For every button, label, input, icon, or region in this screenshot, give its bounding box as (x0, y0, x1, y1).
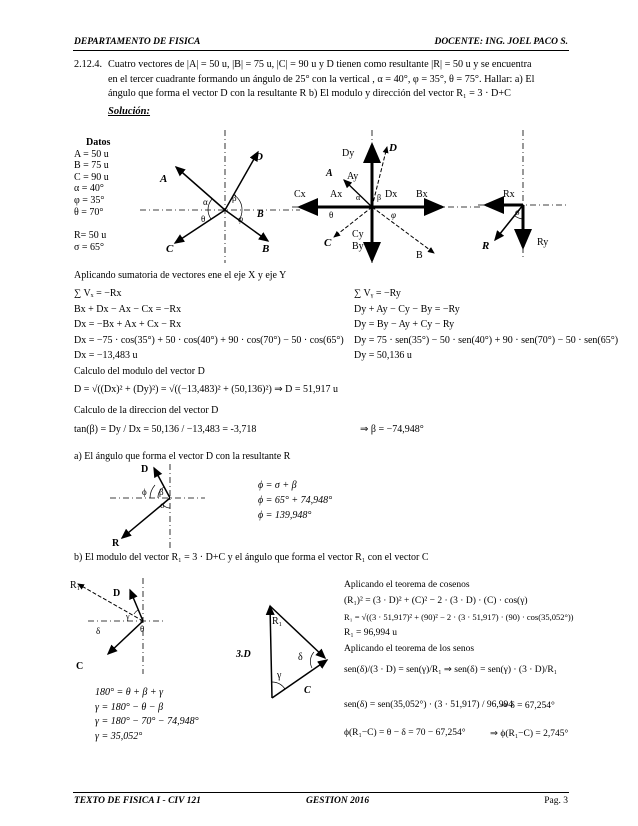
alpha-arc (208, 199, 212, 210)
label-c: C (166, 243, 174, 255)
part-b-heading: b) El modulo del vector R₁ = 3 · D+C y el ángulo que forma el vector R₁ con el vector C (74, 552, 429, 563)
datos-block (74, 137, 110, 253)
label-b: B (416, 250, 423, 261)
equation: γ = 35,052° (95, 730, 143, 742)
label-dy: Dy (342, 148, 355, 159)
delta-arc (310, 652, 314, 668)
label-a: A (326, 168, 333, 179)
label-c: C (324, 237, 332, 249)
vector-a (176, 167, 225, 210)
page-number: Pag. 3 (544, 796, 568, 806)
label-phi: φ (238, 214, 243, 224)
label-phi: ϕ (142, 487, 147, 497)
phi-arc (150, 485, 155, 498)
sen-heading: Aplicando el teorema de los senos (344, 644, 475, 654)
label-cy: Cy (352, 229, 364, 240)
label-beta: β (159, 487, 164, 497)
solucion-label: Solución: (108, 106, 151, 117)
datos-item: A = 50 u (74, 148, 109, 160)
label-ax: Ax (330, 189, 343, 200)
datos-item: σ = 65° (74, 241, 105, 253)
equation: Dy = 75 · sen(35°) − 50 · sen(40°) + 90 · sen(70°) − 50 · sen(65°) (354, 334, 619, 346)
label-alpha: α (356, 193, 361, 202)
vector-d (225, 152, 258, 210)
vector-c (108, 621, 143, 654)
equation: γ = 180° − θ − β (95, 701, 164, 713)
vector-d (130, 590, 143, 621)
equation: Dy = 50,136 u (354, 350, 412, 361)
datos-title: Datos (86, 137, 111, 148)
datos-item: φ = 35° (74, 194, 105, 206)
datos-item: θ = 70° (74, 206, 104, 218)
label-d: D (113, 588, 121, 599)
label-theta: θ (329, 210, 334, 220)
problem-line-1: Cuatro vectores de |A| = 50 u, |B| = 75 u, |C| = 90 u y D tienen como resultante |R| = 50 u y se encuentra (108, 59, 532, 70)
label-d: D (255, 151, 263, 163)
label-b: B (262, 243, 270, 255)
footer-center: GESTION 2016 (306, 796, 370, 806)
problem-number: 2.12.4. (74, 59, 103, 70)
header-right: DOCENTE: ING. JOEL PACO S. (434, 37, 568, 47)
label-c: C (76, 661, 84, 672)
header-rule (73, 50, 569, 51)
vector-r1 (270, 606, 325, 658)
cos-heading: Aplicando el teorema de cosenos (344, 580, 470, 590)
label-by: By (352, 241, 364, 252)
label-b-axis: B (257, 209, 264, 220)
modulo-equation: D = √((Dx)² + (Dy)²) = √((−13,483)² + (50,136)²) ⇒ D = 51,917 u (74, 384, 339, 395)
footer-rule (73, 792, 569, 793)
part-b-angle-equations (95, 686, 199, 744)
equation: ∑ Vᵧ = −Ry (354, 288, 401, 299)
phi-equation: ϕ(R₁−C) = θ − δ = 70 − 67,254° (344, 728, 466, 738)
problem-statement (108, 58, 570, 102)
label-c: C (304, 685, 311, 696)
equation: γ = 180° − 70° − 74,948° (95, 716, 199, 727)
gamma-arc (272, 682, 285, 689)
label-theta: θ (140, 624, 145, 634)
equation: R₁ = 96,994 u (344, 628, 398, 638)
datos-item: B = 75 u (74, 160, 109, 172)
figure-triangle (232, 600, 342, 710)
label-theta: θ (201, 214, 206, 224)
label-d: D (389, 142, 397, 154)
vector-c (175, 210, 225, 243)
sine-equation-1: sen(δ)/(3 · D) = sen(γ)/R₁ ⇒ sen(δ) = sen(γ) · (3 · D)/R₁ (344, 665, 558, 675)
equation: Dx = −13,483 u (74, 350, 138, 361)
label-cx: Cx (294, 189, 306, 200)
figure-resultant (478, 125, 570, 260)
direccion-result: ⇒ β = −74,948° (360, 424, 424, 435)
equation: Dx = −75 · cos(35°) + 50 · cos(40°) + 90 · cos(70°) − 50 · cos(65°) (74, 334, 344, 346)
equation: (R₁)² = (3 · D)² + (C)² − 2 · (3 · D) · (C) · cos(γ) (344, 596, 528, 606)
vector-r1 (78, 584, 143, 621)
figure-r1-construction (68, 576, 168, 676)
label-r1: R₁ (70, 580, 81, 591)
equation: Dx = −Bx + Ax + Cx − Rx (74, 319, 182, 330)
datos-item: R= 50 u (74, 230, 107, 242)
gamma-arc (134, 610, 138, 614)
label-beta: β (377, 193, 382, 202)
theta-arc (208, 210, 211, 219)
equation: Dy = By − Ay + Cy − Ry (354, 319, 455, 330)
equation: ∑ Vₓ = −Rx (74, 288, 122, 299)
figure-vectors (140, 125, 300, 265)
label-ay: Ay (347, 171, 359, 182)
equation: Dy + Ay − Cy − By = −Ry (354, 303, 460, 315)
label-3d: 3.D (236, 649, 251, 660)
label-gamma: γ (277, 670, 282, 681)
label-bx: Bx (416, 189, 428, 200)
label-dx: Dx (385, 189, 398, 200)
sum-heading: Aplicando sumatoria de vectores ene el eje X y eje Y (74, 270, 287, 281)
label-d: D (141, 464, 149, 475)
label-sigma: σ (160, 500, 165, 510)
datos-item: α = 40° (74, 183, 104, 195)
direccion-heading: Calculo de la direccion del vector D (74, 405, 219, 416)
label-rx: Rx (503, 189, 515, 200)
part-a-heading: a) El ángulo que forma el vector D con la resultante R (74, 451, 291, 462)
equation: ϕ = 65° + 74,948° (258, 495, 333, 506)
label-gamma: γ (126, 612, 130, 621)
footer-left: TEXTO DE FISICA I - CIV 121 (74, 796, 201, 806)
phi-result: ⇒ ϕ(R₁−C) = 2,745° (490, 729, 569, 739)
direccion-equation: tan(β) = Dy / Dx = 50,136 / −13,483 = -3,718 (74, 424, 257, 435)
left-equations (74, 286, 344, 364)
sine-equation-2: sen(δ) = sen(35,052°) · (3 · 51,917) / 96,994 (344, 700, 514, 710)
label-phi: φ (391, 210, 396, 220)
right-equations (354, 286, 618, 364)
equation: R₁ = √((3 · 51,917)² + (90)² − 2 · (3 · 51,917) · (90) · cos(35,052°)) (344, 612, 574, 622)
equation: Bx + Dx − Ax − Cx = −Rx (74, 303, 182, 315)
label-r: R (112, 538, 120, 549)
label-ry: Ry (537, 237, 549, 248)
label-beta: β (232, 193, 237, 203)
label-alpha: α (203, 197, 208, 207)
label-sigma: σ (515, 207, 520, 217)
label-a: A (160, 173, 168, 185)
sine-result: ⇒ δ = 67,254° (500, 701, 555, 711)
label-delta: δ (96, 626, 101, 636)
header-left: DEPARTAMENTO DE FISICA (74, 37, 201, 47)
equation: ϕ = σ + β (258, 480, 297, 491)
cosine-block (344, 577, 574, 657)
problem-line-3: ángulo que forma el vector D con la resultante R b) El modulo y dirección del vector R₁ = 3 · D+C (108, 88, 511, 99)
modulo-heading: Calculo del modulo del vector D (74, 366, 205, 377)
label-r1: R₁ (272, 616, 283, 627)
equation: ϕ = 139,948° (258, 510, 312, 521)
figure-angle-dr (100, 462, 210, 552)
figure-components (292, 125, 482, 265)
datos-item: C = 90 u (74, 171, 109, 183)
part-a-equations (258, 478, 332, 523)
label-delta: δ (298, 652, 303, 663)
label-r: R (482, 240, 490, 252)
vector-b (372, 207, 434, 253)
equation: 180° = θ + β + γ (95, 687, 164, 698)
problem-line-2: en el tercer cuadrante formando un ángulo de 25° con la vertical , α = 40°, φ = 35°, θ = 75°. Hallar: a) El (108, 73, 535, 85)
